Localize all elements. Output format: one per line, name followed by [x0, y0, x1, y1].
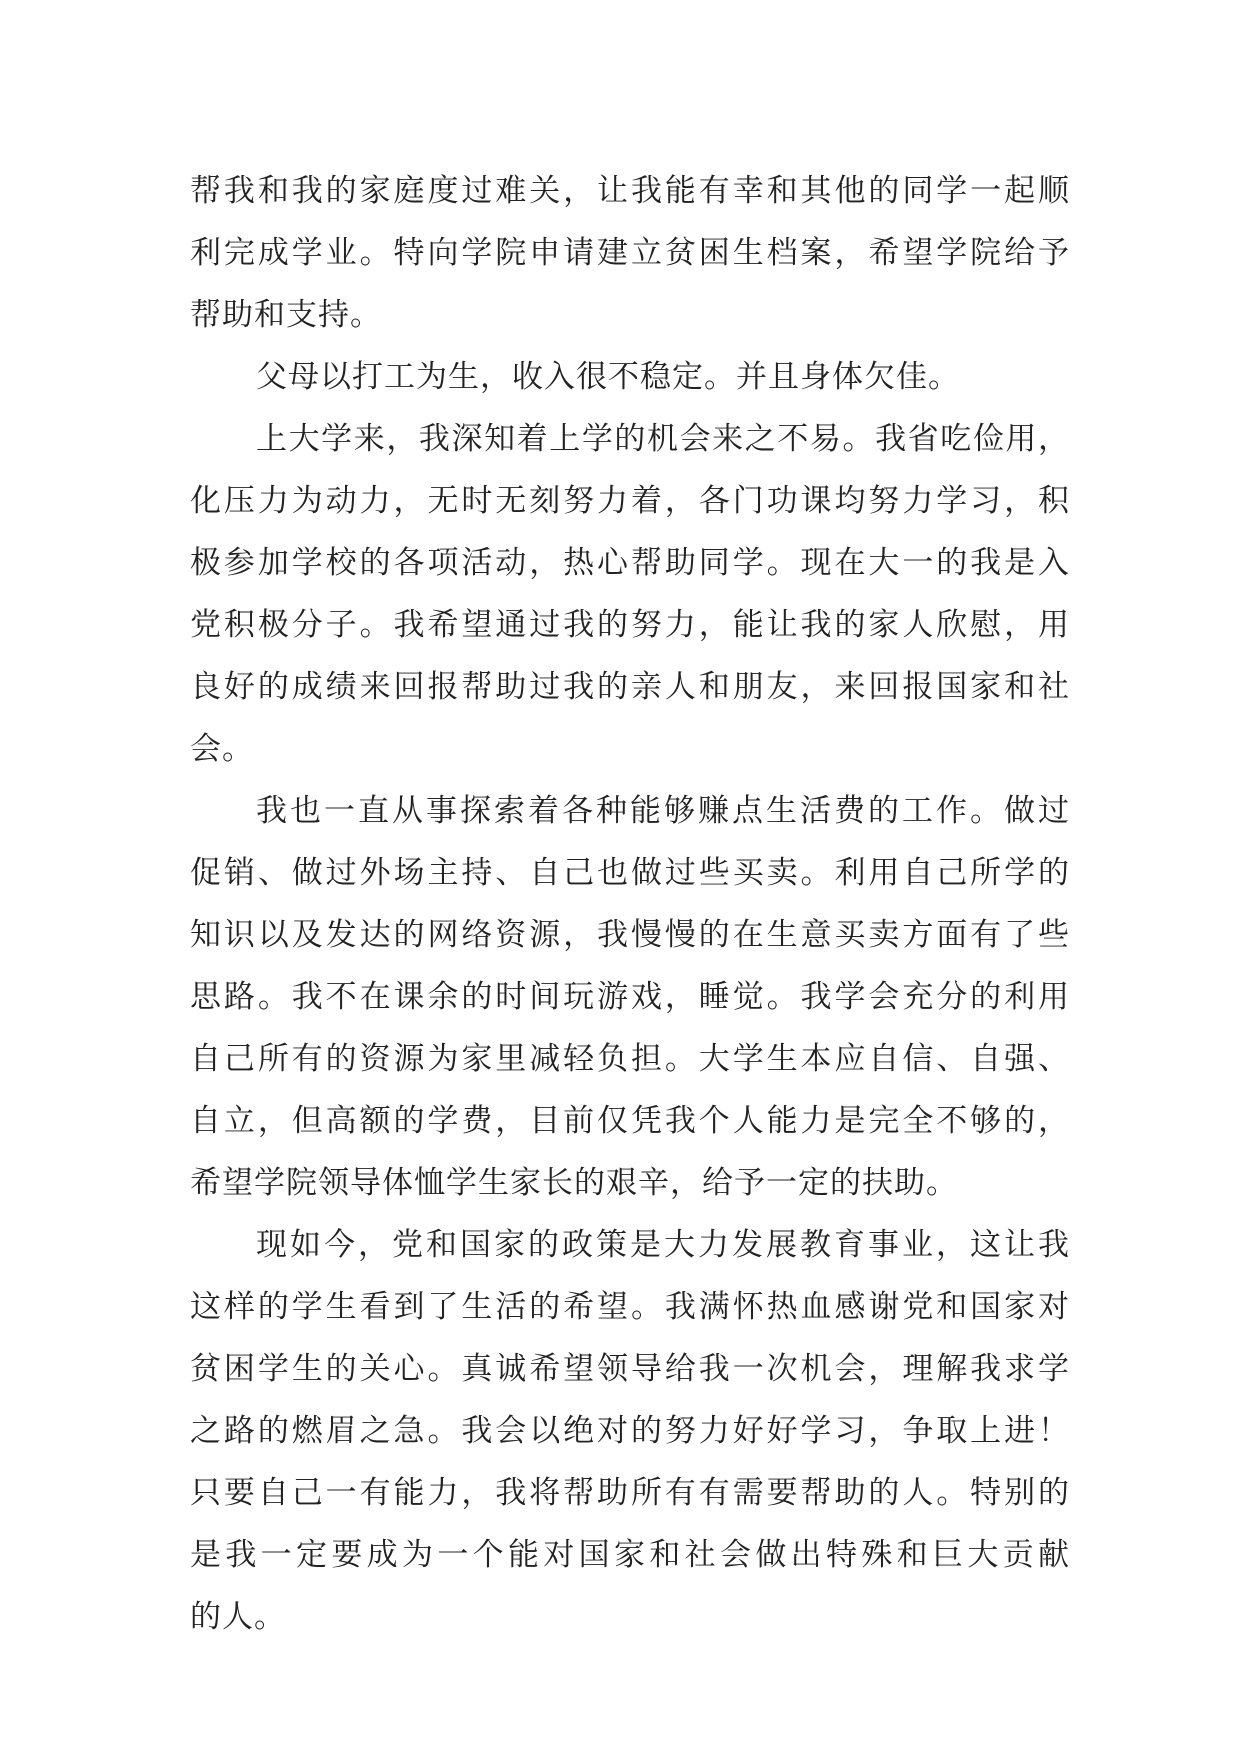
text-line: 帮我和我的家庭度过难关，让我能有幸和其他的同学一起顺 [190, 173, 1070, 209]
text-line: 现如今，党和国家的政策是大力发展教育事业，这让我 [256, 1227, 1070, 1263]
text-line: 化压力为动力，无时无刻努力着，各门功课均努力学习，积 [190, 483, 1070, 519]
text-line: 党积极分子。我希望通过我的努力，能让我的家人欣慰，用 [190, 607, 1070, 643]
text-line: 上大学来，我深知着上学的机会来之不易。我省吃俭用， [256, 421, 1070, 457]
text-line: 这样的学生看到了生活的希望。我满怀热血感谢党和国家对 [190, 1289, 1070, 1325]
paragraph-4 [190, 780, 1070, 1214]
text-line: 利完成学业。特向学院申请建立贫困生档案，希望学院给予 [190, 235, 1070, 271]
paragraph-1 [190, 160, 1070, 346]
paragraph-3 [190, 408, 1070, 780]
text-line: 良好的成绩来回报帮助过我的亲人和朋友，来回报国家和社 [190, 669, 1070, 705]
text-line: 贫困学生的关心。真诚希望领导给我一次机会，理解我求学 [190, 1351, 1070, 1387]
text-line: 自立，但高额的学费，目前仅凭我个人能力是完全不够的， [190, 1103, 1070, 1139]
text-line: 帮助和支持。 [190, 297, 382, 333]
text-line: 我也一直从事探索着各种能够赚点生活费的工作。做过 [256, 793, 1070, 829]
text-line: 促销、做过外场主持、自己也做过些买卖。利用自己所学的 [190, 855, 1070, 891]
text-line: 会。 [190, 731, 254, 767]
document-body [190, 160, 1070, 1648]
text-line: 希望学院领导体恤学生家长的艰辛，给予一定的扶助。 [190, 1165, 958, 1201]
text-line: 之路的燃眉之急。我会以绝对的努力好好学习，争取上进！ [190, 1413, 1070, 1449]
text-line: 极参加学校的各项活动，热心帮助同学。现在大一的我是入 [190, 545, 1070, 581]
text-line: 是我一定要成为一个能对国家和社会做出特殊和巨大贡献 [190, 1537, 1070, 1573]
text-line: 自己所有的资源为家里减轻负担。大学生本应自信、自强、 [190, 1041, 1070, 1077]
text-line: 只要自己一有能力，我将帮助所有有需要帮助的人。特别的 [190, 1475, 1070, 1511]
text-line: 父母以打工为生，收入很不稳定。并且身体欠佳。 [256, 359, 960, 395]
paragraph-2 [190, 346, 1070, 408]
text-line: 思路。我不在课余的时间玩游戏，睡觉。我学会充分的利用 [190, 979, 1070, 1015]
paragraph-5 [190, 1214, 1070, 1648]
text-line: 的人。 [190, 1599, 286, 1635]
text-line: 知识以及发达的网络资源，我慢慢的在生意买卖方面有了些 [190, 917, 1070, 953]
